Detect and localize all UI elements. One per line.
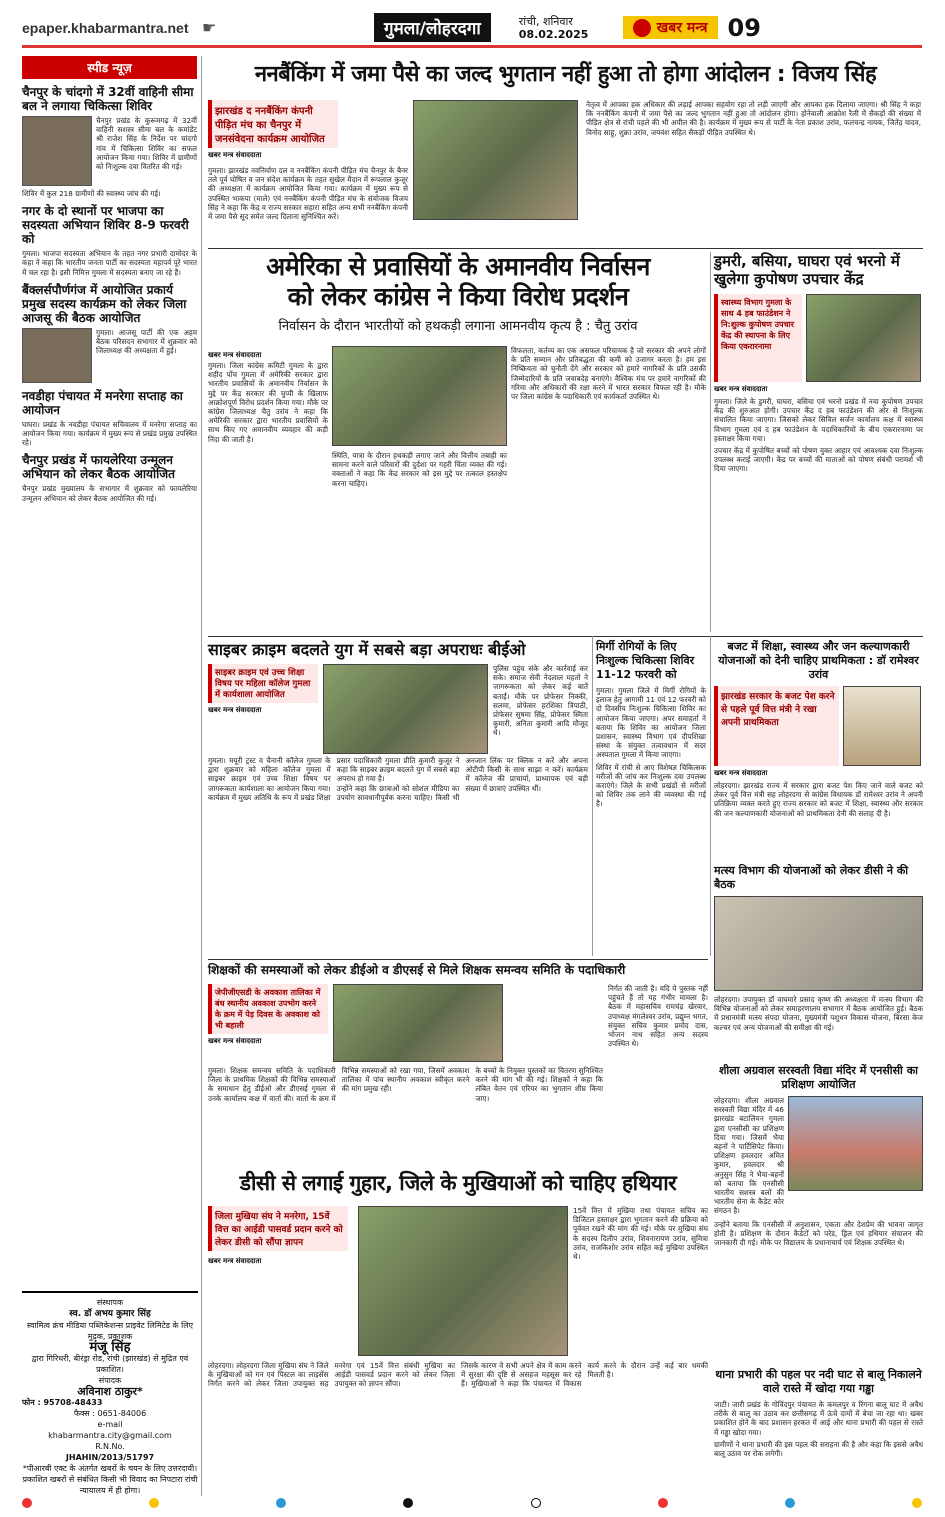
- mukhiya-kicker: जिला मुखिया संघ ने मनरेगा, 15वें वित्त का आईडी पासवर्ड प्रदान करने को लेकर डीसी को सौंपा ज्ञापन: [208, 1206, 348, 1251]
- fish-text: लोहरदगा। उपायुक्त डॉ वाघमारे प्रसाद कृष्ण की अध्यक्षता में मत्स्य विभाग की विभिन्न योजनाओं को लेकर समाहरणालय सभागार में बैठक आयोजित हुई। बैठक में प्रधानमंत्री मत्स्य संपदा योजना, मुख्यमंत्री पशुधन विकास योजना, बिरसा केज कल्चर एवं अन्य योजनाओं की समीक्षा की गई।: [714, 995, 923, 1032]
- side-headline: नगर के दो स्थानों पर भाजपा का सदस्यता अभियान शिविर 8-9 फरवरी को: [22, 204, 189, 247]
- meeting-photo: [22, 328, 92, 383]
- kuposhan-text-2: उपचार केंद्र में कुपोषित बच्चों को पोषण युक्त आहार एवं आवश्यक दवा निःशुल्क उपलब्ध कराई जाएगी। केंद्र पर बच्चों की माताओं को पोषण संबंधी परामर्श भी दिया जाएगा।: [714, 446, 923, 474]
- editor-label: संपादक: [98, 1376, 122, 1385]
- imprint-label: संस्थापक: [96, 1298, 124, 1307]
- teacher-text: गुमला। शिक्षक समन्वय समिति के पदाधिकारी जिला के प्राथमिक शिक्षकों की विभिन्न समस्याओं के समाधान हेतु डीईओ और डीएसई गुमला से उनके कार्यालय कक्ष में वार्ता की। वार्ता के क्रम में विभिन्न समस्याओं को रखा गया, जिसमें अवकाश तालिका में पांच स्थानीय अवकाश स्वीकृत करने की मांग प्रमुख रही।: [208, 1066, 470, 1103]
- publisher-name: मंजू सिंह: [89, 1340, 131, 1355]
- top-byline: खबर मन्त्र संवाददाता: [208, 151, 262, 159]
- deport-heading: [208, 252, 708, 334]
- deport-headline-line1: अमेरिका से प्रवासियों के अमानवीय निर्वासन: [266, 252, 650, 281]
- deport-body-2: [332, 451, 507, 488]
- site-url[interactable]: epaper.khabarmantra.net: [22, 19, 189, 36]
- side-text: गुमला। भाजपा सदस्यता अभियान के तहत नगर प्रभारी दामोदर के कहा ने कहा कि भारतीय जनता पार्टी का सदस्यता महापर्व पूरे भारत में चल रहा है। इसी निमित्त गुमला में सदस्यता बनाए जा रहे हैं।: [22, 249, 197, 277]
- camp-photo: [22, 116, 92, 186]
- teacher-story: [208, 962, 708, 978]
- registration-dot: [912, 1498, 922, 1508]
- column-divider: [592, 636, 593, 956]
- founder-name: स्व. डॉ अभय कुमार सिंह: [69, 1309, 151, 1319]
- teacher-body: [208, 1066, 603, 1103]
- deport-byline: खबर मन्त्र संवाददाता: [208, 351, 262, 359]
- budget-text: लोहरदगा। झारखंड राज्य में सरकार द्वारा बजट पेश किए जाने वाले बजट को लेकर पूर्व वित्त मंत्री सह लोहरदगा से कांग्रेस विधायक डॉ रामेश्वर उरांव ने अपनी प्रतिक्रिया व्यक्त करते हुए राज्य सरकार को बजट में शिक्षा, स्वास्थ्य और सरकार की जन कल्याणकारी योजनाओं को प्राथमिकता देनी की सलाह दी है।: [714, 781, 923, 818]
- side-text: गुमला। आजसू पार्टी की एक अहम बैठक परिसदन सभागार में शुक्रवार को जिलाध्यक्ष की अध्यक्षता में हुई।: [96, 327, 197, 356]
- owner-line: स्वामित्व क्रंच मीडिया पब्लिकेशन्स प्राइवेट लिमिटेड के लिए: [26, 1321, 194, 1330]
- registration-dot: [276, 1498, 286, 1508]
- deport-text-2: स्थिति, यात्रा के दौरान हथकड़ी लगाए जाने और वित्तीय तबाही का सामना करने वाले परिवारों की दुर्दशा पर गहरी चिंता व्यक्त की गई। वक्ताओं ने कहा कि केंद्र सरकार को इस मुद्दे पर तत्काल हस्तक्षेप करना चाहिए।: [332, 451, 507, 488]
- cyber-body-side: [493, 664, 588, 738]
- column-divider: [710, 636, 711, 956]
- city-day: रांची, शनिवार: [518, 14, 573, 28]
- mirgi-headline: मिर्गी रोगियों के लिए निःशुल्क चिकित्सा शिविर 11-12 फरवरी को: [596, 640, 695, 681]
- teacher-kicker: जेपीजीएसडी के अवकाश तालिका में बंध स्थानीय अवकाश उपभोग करने के क्रम में पेड़ दिवस के अवकाश को भी बहाली: [208, 984, 328, 1034]
- college-workshop-photo: [323, 664, 488, 754]
- side-text: चैनपुर प्रखंड मुख्यालय के सभागार में शुक्रवार को फायलेरिया उन्मूलन अभियान को लेकर बैठक आयोजित की गई।: [22, 484, 197, 503]
- mukhiya-side-text: 15वें वित्त में मुखिया तथा पंचायत सचिव का डिजिटल हस्ताक्षर द्वारा भुगतान करने की प्रक्रिया को पूर्ववत रखने की मांग की गई। मौके पर मुखिया संघ के सदस्य दिलीप उरांव, शिवनारायण उरांव, सुमित्रा उरांव, राजकिशोर उरांव सहित कई मुखिया उपस्थित थे।: [573, 1206, 708, 1262]
- pointing-hand-icon: ☛: [202, 18, 217, 37]
- ncc-text-2: उन्होंने बताया कि एनसीसी में अनुशासन, एकता और देशप्रेम की भावना जागृत होती है। प्रशिक्षण के दौरान कैडेटों को परेड, ड्रिल एवं हथियार संचालन की जानकारी दी गई। मौके पर विद्यालय के प्रधानाचार्य एवं शिक्षक उपस्थित थे।: [714, 1219, 923, 1248]
- agreement-photo: [806, 294, 921, 382]
- top-story-intro: [208, 100, 338, 163]
- teacher-body-side: [608, 984, 708, 1048]
- top-text: गुमला। झारखंड नवनिर्माण दल व ननबैंकिंग कंपनी पीड़ित मंच चैनपुर के बैनर तले पूर्व घोषित व जन संदेश कार्यक्रम के तहत सुखेल मैदान में रूपलाल कुजूर की अध्यक्षता में कार्यक्रम आयोजित किया गया। कार्यक्रम में मुख्य रूप से उपस्थित भाकपा (माले) एवं ननबैंकिंग कंपनी पीड़ित मंच के संयोजक विजय सिंह ने कहा कि केंद्र व राज्य सरकार सहारा सहित अन्य सभी ननबैंकिंग कंपनी में जमा पैसे सूद समेत जल्द दिलाना सुनिश्चित करें।: [208, 166, 408, 222]
- divider: [208, 248, 923, 249]
- dc-meeting-photo: [714, 896, 923, 991]
- teachers-group-photo: [333, 984, 503, 1062]
- side-text: घाघरा। प्रखंड के नवडीहा पंचायत सचिवालय में मनरेगा सप्ताह का आयोजन किया गया। कार्यक्रम में मुख्य रूप से प्रखंड प्रमुख उपस्थित रहे।: [22, 419, 197, 448]
- kuposhan-text: गुमला। जिले के डुमरी, घाघरा, बसिया एवं भरनो प्रखंड में नया कुपोषण उपचार केंद्र की शुरुआत होगी। उपचार केंद्र द हब फाउंडेशन की ओर से निःशुल्क संचालित किया जाएगा। जिसको लेकर सिविल सर्जन कार्यालय कक्ष में स्वास्थ्य विभाग गुमला एवं द हब फाउंडेशन के पदाधिकारियों के बीच एकरारनामा पर हस्ताक्षर किया गया।: [714, 397, 923, 443]
- mukhiya-story: [208, 1168, 708, 1198]
- river-headline: थाना प्रभारी की पहल पर नदी घाट से बालू निकालने वाले रास्ते में खोदा गया गड्ढा: [715, 1368, 922, 1395]
- ncc-text: लोहरदगा। शीला अग्रवाल सरस्वती विद्या मंदिर में 46 झारखंड बटालियन गुमला द्वारा एनसीसी का प्रशिक्षण दिया गया। जिसमें भैया बहनों ने पार्टिसिपेट किया। प्रशिक्षण हवलदार अमित कुमार, हवलदार श्री अनुसुन सिंह ने भैया-बहनों को बताया कि एनसीसी भारतीय सशस्त्र बलों की भारतीय सेना के कैडेट कोर संगठन है।: [714, 1096, 784, 1216]
- mukhiya-text: लोहरदगा। लोहरदगा जिला मुखिया संघ ने जिले के मुखियाओं को गन एवं पिस्टल का लाइसेंस निर्गत करने को लेकर जिला उपायुक्त सह मनरेगा एवं 15वें वित्त संबंधी मुखिया का आईडी पासवर्ड प्रदान करने को लेकर जिला उपायुक्त को ज्ञापन सौंपा।: [208, 1361, 455, 1389]
- registration-dot: [785, 1498, 795, 1508]
- email[interactable]: khabarmantra.city@gmail.com: [48, 1431, 172, 1440]
- cyber-text-2: उन्होंने कहा कि छात्राओं को सोशल मीडिया का उपयोग सावधानीपूर्वक करना चाहिए। किसी भी अनजान लिंक पर क्लिक न करें और अपना ओटीपी किसी के साथ साझा न करें। कार्यक्रम में कॉलेज की प्राचार्या, प्राध्यापक एवं बड़ी संख्या में छात्राएं उपस्थित थीं।: [336, 756, 588, 802]
- side-headline: चैनपुर के चांदगो में 32वीं वाहिनी सीमा बल ने लगाया चिकित्सा शिविर: [22, 85, 194, 113]
- kuposhan-story: [714, 252, 923, 474]
- publisher-label: मुद्रक, प्रकाशक: [87, 1332, 133, 1341]
- teacher-intro: [208, 984, 328, 1049]
- column-divider: [710, 252, 711, 632]
- registration-dot: [403, 1498, 413, 1508]
- mukhiya-group-photo: [358, 1206, 568, 1356]
- budget-headline: बजट में शिक्षा, स्वास्थ्य और जन कल्याणकारी योजनाओं को देनी चाहिए प्राथमिकता : डॉ रामेश्वर उरांव: [718, 640, 919, 681]
- budget-byline: खबर मन्त्र संवाददाता: [714, 769, 768, 777]
- kuposhan-kicker: स्वास्थ्य विभाग गुमला के साथ 4 हब फाउंडेशन ने नि:शुल्क कुपोषण उपचार केंद्र की स्थापना के लिए किया एकरारनामा: [714, 294, 802, 382]
- deport-text: गुमला। जिला कांग्रेस कमिटी गुमला के द्वारा शहीद पोंच गुमला में अमेरिकी सरकार द्वारा भारतीय प्रवासियों के अमानवीय निर्वासन के मुद्दे पर केंद्र सरकार की चुप्पी के खिलाफ आक्रोशपूर्ण विरोध प्रदर्शन किया गया। मौके पर कांग्रेस जिलाध्यक्ष चैतु उरांव ने कहा कि अमेरिकी सरकार द्वारा भारतीय प्रवासियों के साथ किए गए अमानवीय व्यवहार की कड़ी निंदा की जाती है।: [208, 361, 328, 444]
- cyber-intro: [208, 664, 318, 718]
- mirgi-text: गुमला। गुमला जिले में मिर्गी रोगियों के इलाज हेतु आगामी 11 एवं 12 फरवरी को दो दिवसीय निःशुल्क चिकित्सा शिविर का आयोजन किया जाएगा। अपर समाहर्ता ने बताया कि शिविर का आयोजन जिला प्रशासन, स्वास्थ्य विभाग एवं दीपशिखा संस्था के संयुक्त तत्वावधान में सदर अस्पताल गुमला में किया जाएगा।: [596, 686, 706, 760]
- divider: [208, 959, 708, 960]
- email-label: e-mail: [97, 1420, 123, 1429]
- protest-photo: [413, 100, 578, 220]
- brand-logo: [623, 16, 718, 39]
- side-headline: नवडीहा पंचायत में मनरेगा सप्ताह का आयोजन: [22, 388, 183, 417]
- mukhiya-byline: खबर मन्त्र संवाददाता: [208, 1257, 262, 1265]
- kuposhan-headline: डुमरी, बसिया, घाघरा एवं भरनो में खुलेगा कुपोषण उपचार केंद्र: [714, 252, 900, 288]
- section-title: गुमला/लोहरदगा: [374, 13, 491, 42]
- top-text-continued: नेतृत्व में आपका हक अधिकार की लड़ाई आपका सहयोग रहा तो लड़ी जाएगी और आपका हक दिलाया जाएगा। श्री सिंह ने कहा कि ननबैंकिंग कंपनी में जमा पैसे का जल्द भुगतान नहीं हुआ तो आंदोलन होगा। होनेवाली आक्रोश रैली में सैकड़ों की संख्या में पीड़ित क्षेत्र से रांची पहले की भी अपील की है। कार्यक्रम में मुख्य रूप से पार्टी के नेता प्रकाश उरांव, फलचन्द्र नायक, जितेंद्र यादव, विनोद साहू, शुक्रा उरांव, जयवंश सहित सैकड़ों पीड़ित उपस्थित थे।: [586, 100, 921, 137]
- river-text: जाटी। जारी प्रखंड के गोविंदपुर पंचायत के कमलपुर व रिंगना बालू घाट में अवैध तरीके से बालू का उठाव कर छत्तीसगढ़ में ऊंचे दामों में बेचा जा रहा था। खबर प्रकाशित होने के बाद प्रशासन हरकत में आई और थाना प्रभारी की पहल से रास्ते में गड्ढा खोदा गया।: [714, 1400, 923, 1437]
- dateline: [519, 15, 609, 41]
- fax: फैक्स : 0651-84006: [73, 1409, 147, 1418]
- cyber-side-text: पुलिस पहुंच संके और कार्रवाई कर सके। समाज सेवी नेदलाल महतो ने जागरूकता को लेकर कई बातें बताईं। मौके पर प्रोफेसर निक्की, सलमा, प्रोफेसर हरशिका त्रिपाठी, प्रोफेसर सुषमा सिंह, प्रोफेसर स्मिता कुमारी, अनिता कुमारी आदि मौजूद थे।: [493, 664, 588, 738]
- budget-story: [714, 640, 923, 818]
- brand-name: खबर मन्त्र: [656, 20, 708, 36]
- press-line: द्वारा गिरिधरी, बीरंड्रा रोड, रांची (झारखंड) से मुद्रित एवं प्रकाशित।: [31, 1354, 189, 1374]
- side-column: [22, 56, 202, 1496]
- rni-number: JHAHIN/2013/51797: [65, 1453, 155, 1462]
- deport-headline-line2: को लेकर कांग्रेस ने किया विरोध प्रदर्शन: [287, 282, 629, 311]
- editor-name: अविनाश ठाकुर*: [77, 1385, 143, 1398]
- ncc-headline: शीला अग्रवाल सरस्वती विद्या मंदिर में एनसीसी का प्रशिक्षण आयोजित: [718, 1064, 919, 1091]
- mukhiya-text-2: जिसके कारण वे सभी अपने क्षेत्र में काम करने में सुरक्षा की दृष्टि से असहज महसूस कर रहे हैं। मुखियाओं ने कहा कि पंचायत में विकास कार्य करने के दौरान उन्हें कई बार धमकी मिलती है।: [461, 1361, 708, 1389]
- teacher-side-text: निर्गत की जाती है। यदि ये पुस्तक नहीं पहुंचते हैं तो यह गंभीर मामला है। बैठक में महासचिव रामचंद्र खेरवार, उपाध्यक्ष मंगलेश्वर उरांव, प्रद्युम्न भगत, संयुक्त सचिव कुमार प्रमोद दास, भोजन नाथ सहित अन्य सदस्य उपस्थित थे।: [608, 984, 708, 1049]
- phone: फोन : 95708-48433: [22, 1398, 103, 1407]
- registration-dot: [22, 1498, 32, 1508]
- main-area: [208, 56, 923, 1496]
- kuposhan-byline: खबर मन्त्र संवाददाता: [714, 385, 768, 393]
- mukhiya-intro: [208, 1206, 348, 1269]
- mukhiya-body-side: [573, 1206, 708, 1261]
- brand-mark-icon: [633, 19, 651, 37]
- teacher-headline: शिक्षकों की समस्याओं को लेकर डीईओ व डीएसई से मिले शिक्षक समन्वय समिति के पदाधिकारी: [208, 963, 626, 977]
- mukhiya-body: [208, 1361, 708, 1389]
- registration-dot: [149, 1498, 159, 1508]
- deport-body-3: [511, 346, 706, 401]
- registration-dot: [658, 1498, 668, 1508]
- fish-headline: मत्स्य विभाग की योजनाओं को लेकर डीसी ने की बैठक: [714, 864, 909, 891]
- cyber-story: [208, 640, 588, 660]
- cyber-headline: साइबर क्राइम बदलते युग में सबसे बड़ा अपराधः बीईओ: [208, 640, 526, 659]
- side-text: चैनपुर प्रखंड के कुरूमगढ़ में 32वीं वाहिनी सशस्त्र सीमा बल के कमांडेंट श्री राजेश सिंह के निर्देश पर चांदगो गांव में चिकित्सा शिविर का सफल आयोजन किया गया। शिविर में ग्रामीणों को निःशुल्क दवा वितरित की गई।: [96, 116, 197, 172]
- cyber-body: [208, 756, 588, 802]
- budget-kicker: झारखंड सरकार के बजट पेश करने से पहले पूर्व वित्त मंत्री ने रखा अपनी प्राथमिकता: [714, 686, 839, 766]
- river-story: [714, 1368, 923, 1458]
- deport-text-3: विफलता, कर्तव्य का एक असफल परिचायक है जो सरकार की अपने लोगों के प्रति सम्मान और प्रतिबद्धता की कमी को उजागर करता है। हम इस निष्क्रियता को चुनौती देंगे और सरकार को हमारे नागरिकों के प्रति उसकी जिम्मेदारियों के प्रति जवाबदेह बनाएंगे। वैश्विक मंच पर हमारे नागरिकों की गरिमा और अधिकारों की रक्षा करने में भारत सरकार विफल रही है। मौके पर जिला कांग्रेस के पदाधिकारी एवं कार्यकर्ता उपस्थित थे।: [511, 346, 706, 402]
- top-headline: ननबैंकिंग में जमा पैसे का जल्द भुगतान नहीं हुआ तो होगा आंदोलन : विजय सिंह: [254, 62, 877, 87]
- speed-news-header: स्पीड न्यूज़: [22, 56, 197, 79]
- top-kicker: झारखंड द ननबैंकिंग कंपनी पीड़ित मंच का चैनपुर में जनसंवेदना कार्यक्रम आयोजित: [208, 100, 338, 148]
- imprint-box: [22, 1291, 198, 1496]
- teacher-text-2: के बच्चों के नियुक्त पुस्तकों का वितरण सुनिश्चित करने की मांग भी की गई। शिक्षकों ने कहा कि लंबित वेतन एवं एरियर का भुगतान शीघ्र किया जाए।: [475, 1066, 603, 1103]
- issue-date: 08.02.2025: [518, 27, 589, 41]
- side-headline: चैनपुर प्रखंड में फायलेरिया उन्मूलन अभियान को लेकर बैठक आयोजित: [22, 453, 175, 482]
- print-registration-strip: [22, 1498, 922, 1510]
- page-header: [22, 10, 922, 48]
- page-number: 09: [727, 13, 761, 42]
- congress-protest-photo: [332, 346, 507, 446]
- side-headline: बैंक्लर्सपौर्णगंज में आयोजित प्रकार्य प्रमुख सदस्य कार्यक्रम को लेकर जिला आजसू की बैठक आयोजित: [22, 282, 187, 325]
- mirgi-story: [596, 640, 706, 809]
- leader-portrait: [843, 686, 921, 766]
- cyber-text: गुमला। मयूरी ट्रस्ट व चैनानी कॉलेज गुमला के द्वारा शुक्रवार को महिला कॉलेज गुमला में साइबर क्राइम एवं उच्च शिक्षा विषय पर जागरूकता कार्यशाला का आयोजन किया गया। कार्यक्रम में मुख्य अतिथि के रूप में प्रखंड शिक्षा प्रसार पदाधिकारी गुमला प्रीति कुमारी कुजूर ने कहा कि साइबर क्राइम बदलते युग में सबसे बड़ा अपराध हो गया है।: [208, 756, 460, 802]
- side-text-more: शिविर में कुल 218 ग्रामीणों की स्वास्थ्य जांच की गई।: [22, 189, 161, 198]
- rni-label: R.N.No.: [95, 1442, 125, 1451]
- mukhiya-headline: डीसी से लगाई गुहार, जिले के मुखियाओं को चाहिए हथियार: [239, 1171, 677, 1195]
- crosshair-icon: [531, 1498, 541, 1508]
- legal-note: *पीआरबी एक्ट के अंतर्गत खबरों के चयन के लिए उत्तरदायी। प्रकाशित खबरों से संबंधित किसी भी विवाद का निपटारा रांची न्यायालय में ही होगा।: [22, 1464, 198, 1495]
- divider: [208, 636, 923, 637]
- deport-body: [208, 361, 328, 444]
- fish-story: [714, 864, 923, 1032]
- ncc-parade-photo: [788, 1096, 923, 1191]
- mirgi-text-2: शिविर में रांची से आए विशेषज्ञ चिकित्सक मरीजों की जांच कर निःशुल्क दवा उपलब्ध कराएंगे। जिले के सभी प्रखंडों से मरीजों को शिविर तक लाने की व्यवस्था की गई है।: [596, 762, 706, 809]
- cyber-kicker: साइबर क्राइम एवं उच्च शिक्षा विषय पर महिला कॉलेज गुमला में कार्यशाला आयोजित: [208, 664, 318, 703]
- deport-subheadline: निर्वासन के दौरान भारतीयों को हथकड़ी लगाना आमनवीय कृत्य है : चैतु उरांव: [278, 319, 638, 334]
- top-story-continued: [586, 100, 921, 137]
- teacher-byline: खबर मन्त्र संवाददाता: [208, 1037, 262, 1045]
- cyber-byline: खबर मन्त्र संवाददाता: [208, 706, 262, 714]
- river-text-2: ग्रामीणों ने थाना प्रभारी की इस पहल की सराहना की है और कहा कि इससे अवैध बालू उठाव पर रोक लगेगी।: [714, 1439, 923, 1459]
- ncc-story: [714, 1064, 923, 1247]
- top-story-body: [208, 166, 408, 221]
